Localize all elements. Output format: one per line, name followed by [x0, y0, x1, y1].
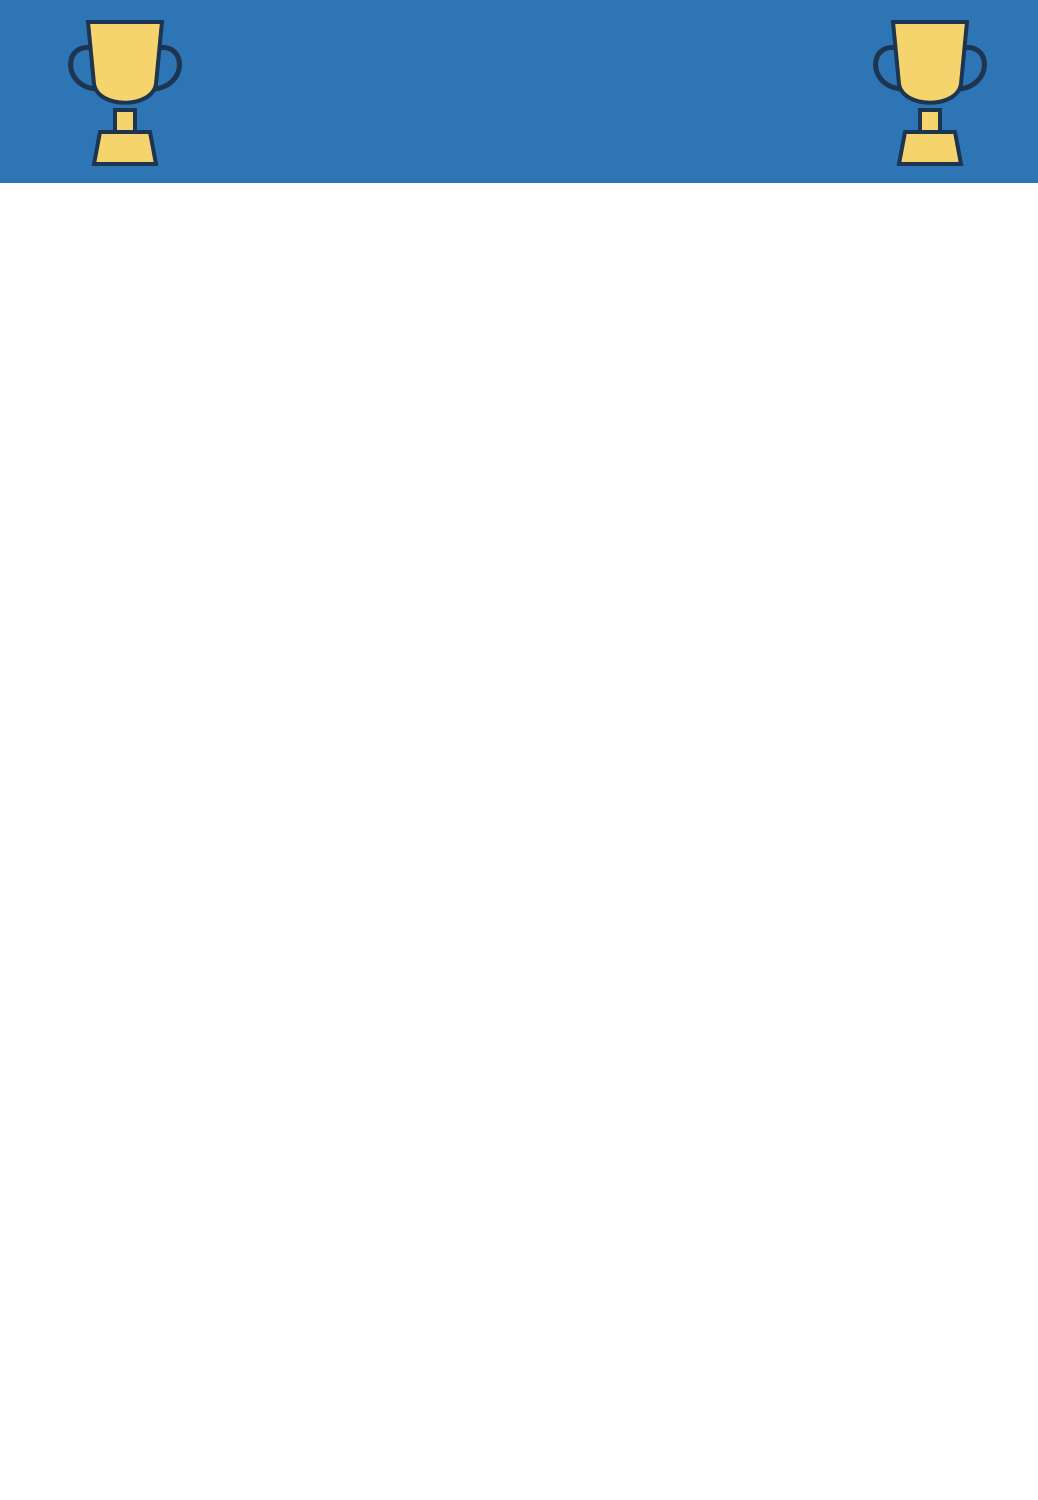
rules-section — [32, 212, 1012, 214]
trophy-icon — [60, 14, 190, 174]
verb-grid — [203, 543, 977, 1437]
trophy-icon — [865, 14, 995, 174]
header-banner — [0, 0, 1038, 183]
